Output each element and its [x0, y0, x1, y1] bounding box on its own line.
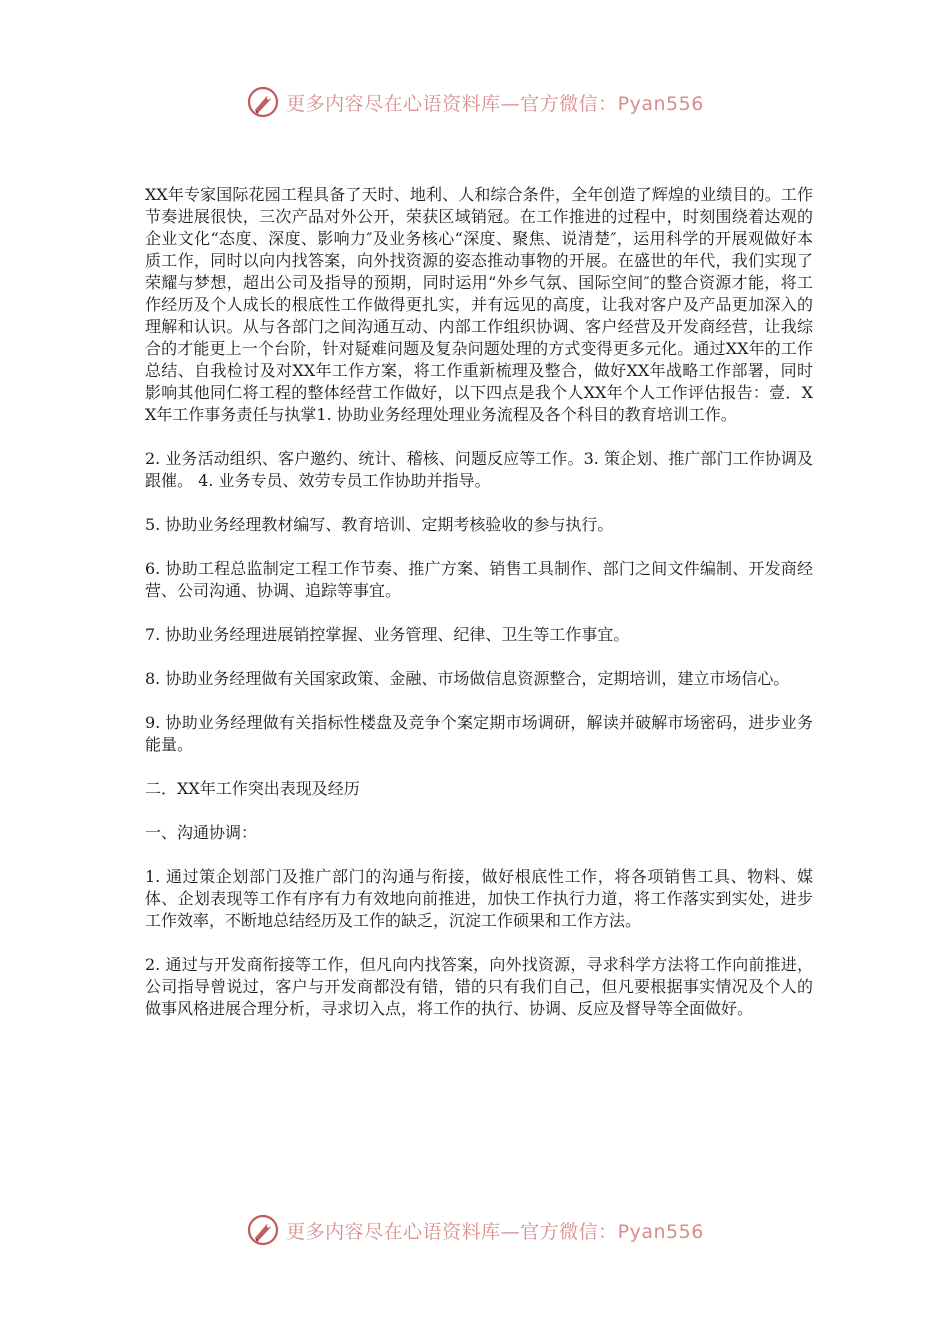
- paragraph: 1. 通过策企划部门及推广部门的沟通与衔接，做好根底性工作，将各项销售工具、物料、媒体、企划表现等工作有序有力有效地向前推进，加快工作执行力道，将工作落实到实处，进步工作效率，不断地总结经历及工作的缺乏，沉淀工作硕果和工作方法。: [145, 867, 813, 930]
- paragraph: XX年专家国际花园工程具备了天时、地利、人和综合条件，全年创造了辉煌的业绩目的。工作节奏进展很快，三次产品对外公开，荣获区域销冠。在工作推进的过程中，时刻围绕着达观的企业文化“态度、深度、影响力″及业务核心“深度、聚焦、说清楚″，运用科学的开展观做好本质工作，同时以向内找答案，向外找资源的姿态推动事物的开展。在盛世的年代，我们实现了荣耀与梦想，超出公司及指导的预期，同时运用“外乡气氛、国际空间″的整合资源才能，将工作经历及个人成长的根底性工作做得更扎实，并有远见的高度，让我对客户及产品更加深入的理解和认识。从与各部门之间沟通互动、内部工作组织协调、客户经营及开发商经营，让我综合的才能更上一个台阶，针对疑难问题及复杂问题处理的方式变得更多元化。通过XX年的工作总结、自我检讨及对XX年工作方案，将工作重新梳理及整合，做好XX年战略工作部署，同时影响其他同仁将工程的整体经营工作做好，以下四点是我个人XX年个人工作评估报告：壹．XX年工作事务责任与执掌1. 协助业务经理处理业务流程及各个科目的教育培训工作。: [145, 185, 813, 424]
- paragraph: 9. 协助业务经理做有关指标性楼盘及竞争个案定期市场调研，解读并破解市场密码，进步业务能量。: [145, 713, 813, 754]
- paragraph: 5. 协助业务经理教材编写、教育培训、定期考核验收的参与执行。: [145, 515, 614, 534]
- paragraph: 8. 协助业务经理做有关国家政策、金融、市场做信息资源整合，定期培训，建立市场信心。: [145, 669, 790, 688]
- footer-banner-text: 更多内容尽在心语资料库—官方微信：Pyan556: [286, 1220, 704, 1243]
- header-banner: [0, 82, 950, 122]
- header-banner-text: 更多内容尽在心语资料库—官方微信：Pyan556: [286, 92, 704, 115]
- paragraph: 2. 通过与开发商衔接等工作，但凡向内找答案，向外找资源，寻求科学方法将工作向前推进，公司指导曾说过，客户与开发商都没有错，错的只有我们自己，但凡要根据事实情况及个人的做事风格进展合理分析，寻求切入点，将工作的执行、协调、反应及督导等全面做好。: [145, 955, 813, 1018]
- footer-banner: [0, 1210, 950, 1250]
- header-wechat-id: Pyan556: [617, 92, 704, 115]
- pen-nib-logo-icon: [246, 1213, 280, 1247]
- subsection-heading: 一、沟通协调：: [145, 823, 258, 842]
- document-body: [145, 184, 813, 1042]
- paragraph: 7. 协助业务经理进展销控掌握、业务管理、纪律、卫生等工作事宜。: [145, 625, 630, 644]
- footer-wechat-id: Pyan556: [617, 1220, 704, 1243]
- pen-nib-logo-icon: [246, 85, 280, 119]
- section-heading: 二．XX年工作突出表现及经历: [145, 779, 360, 798]
- paragraph: 6. 协助工程总监制定工程工作节奏、推广方案、销售工具制作、部门之间文件编制、开发商经营、公司沟通、协调、追踪等事宜。: [145, 559, 813, 600]
- paragraph: 2. 业务活动组织、客户邀约、统计、稽核、问题反应等工作。3. 策企划、推广部门工作协调及跟催。 4. 业务专员、效劳专员工作协助并指导。: [145, 449, 813, 490]
